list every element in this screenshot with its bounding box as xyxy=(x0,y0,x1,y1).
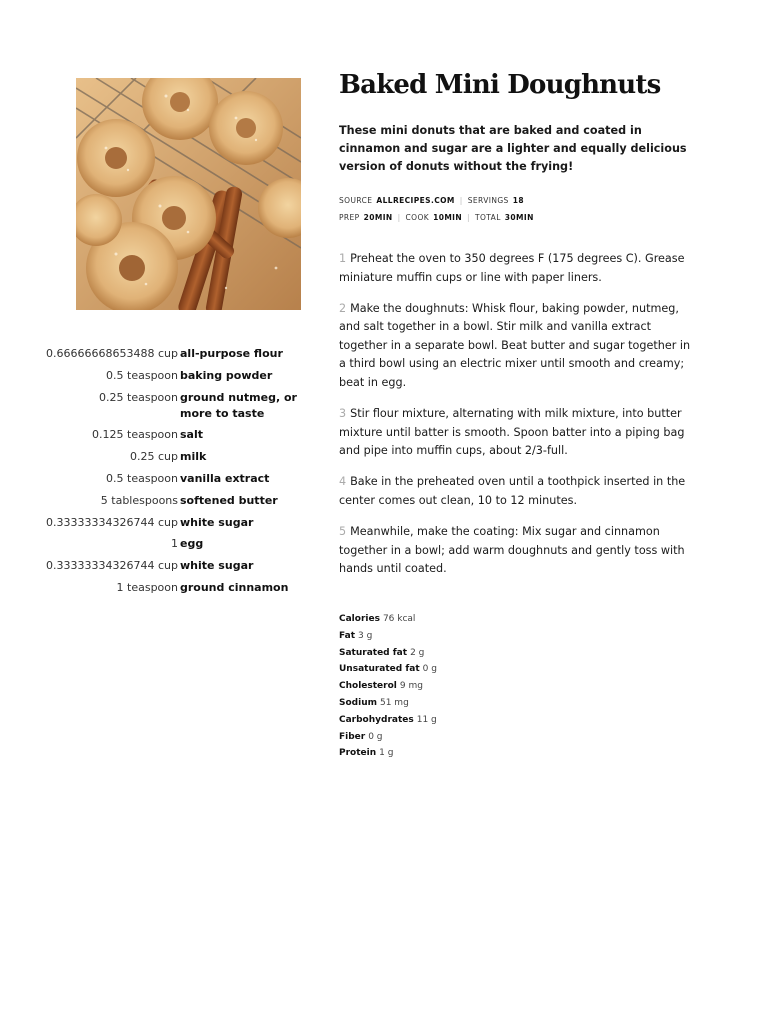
nutrition-row xyxy=(339,712,437,729)
ingredient-name: baking powder xyxy=(180,368,273,382)
ingredient-item xyxy=(40,558,300,574)
ingredient-name: white sugar xyxy=(180,559,254,573)
ingredient-name: ground cinnamon xyxy=(180,580,289,594)
nutrition-value: 1 g xyxy=(379,748,394,759)
ingredient-item xyxy=(40,515,300,531)
recipe-summary: These mini donuts that are baked and coated in cinnamon and sugar are a lighter and equally delicious version of donuts without the frying! xyxy=(339,124,687,173)
direction-step xyxy=(339,523,694,579)
ingredient-name: egg xyxy=(180,537,204,551)
servings-label: SERVINGS xyxy=(467,196,509,205)
source-label: SOURCE xyxy=(339,196,373,205)
ingredient-item xyxy=(40,449,300,465)
direction-step xyxy=(339,250,694,287)
nutrition-row xyxy=(339,661,437,678)
step-text: Make the doughnuts: Whisk flour, baking powder, nutmeg, and salt together in a bowl. Stir milk and vanilla extract together in a separate bowl. Beat butter and sugar together in a third bowl using an electric mixer until smooth and creamy; beat in egg. xyxy=(339,301,691,390)
nutrition-row xyxy=(339,628,437,645)
cook-value: 10MIN xyxy=(433,213,463,222)
ingredient-item xyxy=(40,580,300,596)
source-value: ALLRECIPES.COM xyxy=(376,196,455,205)
nutrition-facts xyxy=(339,611,437,762)
step-number: 2 xyxy=(339,301,347,315)
ingredient-name: ground nutmeg, or more to taste xyxy=(180,390,297,420)
meta-divider: | xyxy=(459,196,463,205)
step-text: Preheat the oven to 350 degrees F (175 degrees C). Grease miniature muffin cups or line with paper liners. xyxy=(339,252,685,284)
ingredient-quantity: 1 xyxy=(171,537,178,551)
nutrition-label: Fat xyxy=(339,630,355,641)
ingredient-name: salt xyxy=(180,428,203,442)
nutrition-row xyxy=(339,729,437,746)
direction-step xyxy=(339,300,694,393)
ingredient-quantity: 5 tablespoons xyxy=(100,493,178,507)
meta-divider: | xyxy=(397,213,401,222)
ingredient-quantity: 0.25 cup xyxy=(130,450,178,464)
nutrition-value: 76 kcal xyxy=(382,614,416,624)
total-label: TOTAL xyxy=(474,213,501,222)
cook-label: COOK xyxy=(405,213,430,222)
nutrition-value: 9 mg xyxy=(399,681,423,692)
nutrition-value: 2 g xyxy=(410,647,425,658)
ingredient-name: all-purpose flour xyxy=(180,347,283,360)
total-value: 30MIN xyxy=(504,213,534,222)
servings-value: 18 xyxy=(512,196,524,205)
recipe-title: Baked Mini Doughnuts xyxy=(339,70,661,100)
ingredient-item xyxy=(40,427,300,443)
nutrition-value: 3 g xyxy=(358,630,373,641)
nutrition-label: Cholesterol xyxy=(339,681,397,692)
ingredient-item xyxy=(40,346,300,362)
nutrition-label: Sodium xyxy=(339,697,377,708)
nutrition-label: Protein xyxy=(339,748,377,759)
ingredient-item xyxy=(40,536,300,552)
ingredient-quantity: 0.66666668653488 cup xyxy=(46,347,178,360)
step-number: 4 xyxy=(339,475,347,489)
ingredients-list xyxy=(40,346,300,602)
ingredient-quantity: 0.5 teaspoon xyxy=(106,471,178,485)
recipe-meta-times xyxy=(339,213,699,222)
ingredient-quantity: 1 teaspoon xyxy=(116,580,178,594)
ingredient-name: vanilla extract xyxy=(180,471,270,485)
nutrition-label: Carbohydrates xyxy=(339,714,414,725)
ingredient-name: softened butter xyxy=(180,493,278,507)
ingredient-item xyxy=(40,493,300,509)
prep-value: 20MIN xyxy=(363,213,393,222)
step-text: Stir flour mixture, alternating with milk mixture, into butter mixture until batter is smooth. Spoon batter into a piping bag and pipe into muffin cups, about 2/3-full. xyxy=(339,407,685,458)
ingredient-item xyxy=(40,368,300,384)
nutrition-row xyxy=(339,745,437,762)
nutrition-value: 11 g xyxy=(416,714,437,725)
direction-step xyxy=(339,405,694,461)
ingredient-item xyxy=(40,390,300,422)
nutrition-value: 0 g xyxy=(422,664,437,675)
step-number: 5 xyxy=(339,525,347,539)
ingredient-quantity: 0.33333334326744 cup xyxy=(46,515,178,529)
nutrition-row xyxy=(339,695,437,712)
ingredient-name: milk xyxy=(180,450,207,464)
nutrition-label: Unsaturated fat xyxy=(339,664,420,675)
recipe-meta-source-servings xyxy=(339,196,699,205)
nutrition-value: 51 mg xyxy=(379,697,409,708)
ingredient-quantity: 0.25 teaspoon xyxy=(99,390,178,404)
step-number: 3 xyxy=(339,407,347,421)
nutrition-label: Saturated fat xyxy=(339,647,408,658)
ingredient-quantity: 0.5 teaspoon xyxy=(106,368,178,382)
ingredient-name: white sugar xyxy=(180,515,254,529)
prep-label: PREP xyxy=(339,213,360,222)
step-text: Bake in the preheated oven until a toothpick inserted in the center comes out clean, 10 to 12 minutes. xyxy=(339,475,686,508)
nutrition-label: Calories xyxy=(339,614,380,624)
step-number: 1 xyxy=(339,252,347,265)
ingredient-item xyxy=(40,471,300,487)
step-text: Meanwhile, make the coating: Mix sugar and cinnamon together in a bowl; add warm doughnuts and gently toss with hands until coated. xyxy=(339,525,685,576)
ingredient-quantity: 0.33333334326744 cup xyxy=(46,559,178,573)
direction-step xyxy=(339,473,694,510)
meta-divider: | xyxy=(467,213,470,222)
nutrition-row xyxy=(339,645,437,662)
directions-list xyxy=(339,250,694,591)
recipe-photo xyxy=(76,78,301,310)
nutrition-value: 0 g xyxy=(368,731,383,742)
ingredient-quantity: 0.125 teaspoon xyxy=(92,428,178,442)
mini-doughnuts-illustration xyxy=(76,78,301,310)
nutrition-label: Fiber xyxy=(339,731,366,742)
nutrition-row xyxy=(339,678,437,695)
nutrition-row xyxy=(339,611,437,628)
